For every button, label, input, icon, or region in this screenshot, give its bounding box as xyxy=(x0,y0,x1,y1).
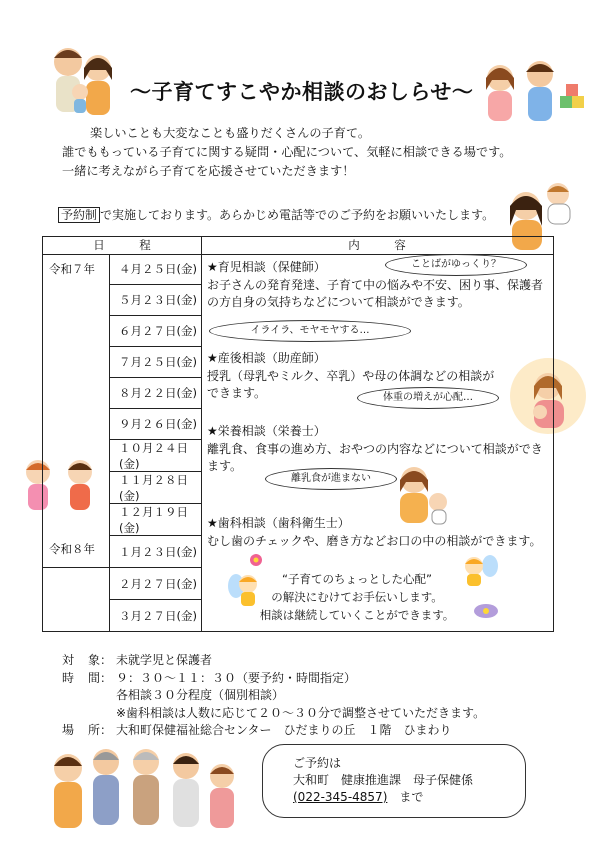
concern-bubble: 離乳食が進まない xyxy=(265,468,397,490)
section-heading: ★育児相談（保健師） xyxy=(207,260,326,274)
date-row xyxy=(109,316,201,347)
date-text: ３月２７日(金) xyxy=(119,608,197,623)
family-illustration-top-right xyxy=(470,56,590,126)
place-row xyxy=(62,722,485,740)
content-column-header: 内 容 xyxy=(201,237,553,255)
info-label: 間： xyxy=(87,670,112,685)
contact-line: ご予約は xyxy=(293,756,342,770)
date-row xyxy=(109,285,201,316)
target-value: 未就学児と保護者 xyxy=(116,653,213,667)
time-note: 各相談３０分程度（個別相談） xyxy=(116,688,285,702)
info-label: 場 xyxy=(62,723,75,737)
note-line: 相談は継続していくことができます。 xyxy=(259,608,455,622)
date-row xyxy=(109,472,201,504)
date-row xyxy=(43,536,201,568)
year-label: 令和８年 xyxy=(49,542,95,556)
date-row xyxy=(109,600,201,631)
date-row xyxy=(109,409,201,440)
info-label: 象： xyxy=(87,653,112,667)
concern-bubble: 体重の増えが心配… xyxy=(357,387,499,409)
intro-text xyxy=(62,124,511,181)
date-row xyxy=(109,254,201,285)
date-text: ５月２３日(金) xyxy=(119,293,197,307)
place-value: 大和町保健福祉総合センター ひだまりの丘 １階 ひまわり xyxy=(116,723,452,737)
concern-bubble: ことばがゆっくり？ xyxy=(385,254,527,276)
reservation-badge: 予約制 xyxy=(58,207,100,223)
page-title: ～子育てすこやか相談のおしらせ～ xyxy=(130,80,474,104)
date-row xyxy=(109,440,201,472)
intro-line: 一緒に考えながら子育てを応援させていただきます！ xyxy=(62,164,355,178)
section-body: 離乳食、食事の進め方、おやつの内容などについて相談ができます。 xyxy=(207,441,543,473)
time-note-row xyxy=(62,687,485,705)
section-heading: ★産後相談（助産師） xyxy=(207,351,326,365)
contact-suffix: まで xyxy=(399,790,424,804)
time-note: ※歯科相談は人数に応じて２０～３０分で調整させていただきます。 xyxy=(116,705,486,720)
time-value: ９：３０～１１：３０（要予約・時間指定） xyxy=(116,670,357,685)
date-text: ４月２５日(金) xyxy=(119,262,197,276)
reservation-notice xyxy=(58,206,494,223)
section-dental xyxy=(207,515,547,550)
note-line: の解決にむけてお手伝いします。 xyxy=(271,590,443,604)
support-note xyxy=(232,570,482,624)
section-heading: ★栄養相談（栄養士） xyxy=(207,424,326,438)
contact-line: 大和町 健康推進課 母子保健係 xyxy=(293,773,474,787)
time-row xyxy=(62,670,485,688)
info-label: 対 xyxy=(62,653,75,667)
date-text: ６月２７日(金) xyxy=(119,324,197,338)
date-text: １０月２４日(金) xyxy=(119,440,188,471)
column-divider xyxy=(201,237,202,631)
info-label: 時 xyxy=(62,670,75,685)
date-text: ２月２７日(金) xyxy=(119,576,197,591)
contact-box xyxy=(262,744,526,818)
concern-bubble: イライラ、モヤモヤする… xyxy=(209,320,411,342)
date-row xyxy=(109,504,201,536)
date-text: １２月１９日(金) xyxy=(119,504,188,535)
date-text: １１月２８日(金) xyxy=(119,472,188,503)
section-body: お子さんの発育発達、子育て中の悩みや不安、困り事、保護者の方自身の気持ちなどについて相談ができます。 xyxy=(207,277,544,309)
time-note-row xyxy=(62,705,485,723)
target-row xyxy=(62,652,485,670)
date-column-header: 日 程 xyxy=(43,237,201,255)
note-line: “子育てのちょっとした心配” xyxy=(282,572,432,586)
date-text: １月２３日(金) xyxy=(119,544,197,559)
intro-line: 楽しいことも大変なことも盛りだくさんの子育て。 xyxy=(90,126,371,140)
date-text: ８月２２日(金) xyxy=(119,386,197,400)
contact-phone[interactable]: (022-345-4857) xyxy=(293,790,388,804)
section-body: むし歯のチェックや、磨き方などお口の中の相談ができます。 xyxy=(207,533,542,548)
section-heading: ★歯科相談（歯科衛生士） xyxy=(207,516,350,530)
info-label: 所： xyxy=(87,723,112,737)
section-nutrition xyxy=(207,423,547,476)
date-text: ９月２６日(金) xyxy=(119,417,197,431)
intro-line: 誰でももっている子育てに関する疑問・心配について、気軽に相談できる場です。 xyxy=(62,145,512,159)
family-group-illustration xyxy=(36,740,240,840)
family-illustration-top-left xyxy=(40,40,130,128)
year-label: 令和７年 xyxy=(49,262,95,276)
reservation-text: で実施しております。あらかじめ電話等でのご予約をお願いいたします。 xyxy=(100,208,495,222)
date-row xyxy=(109,347,201,378)
section-body: 授乳（母乳やミルク、卒乳）や母の体調などの相談ができます。 xyxy=(207,368,495,400)
date-text: ７月２５日(金) xyxy=(119,355,197,369)
date-row xyxy=(109,378,201,409)
event-info xyxy=(62,652,485,740)
date-row xyxy=(109,568,201,600)
